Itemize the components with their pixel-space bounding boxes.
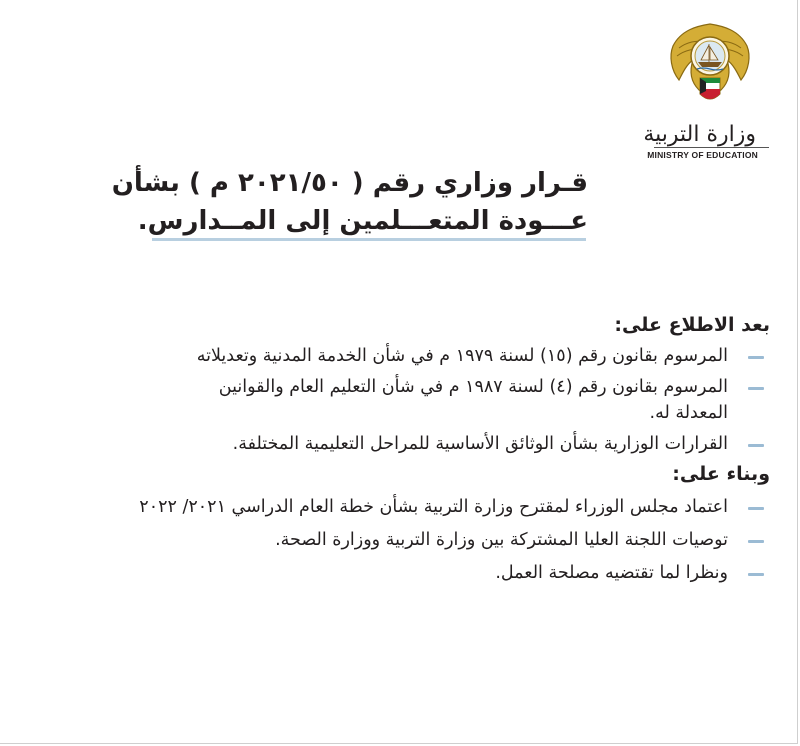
- list-item-text-continued: المعدلة له.: [649, 403, 728, 423]
- logo-divider: [654, 147, 769, 148]
- reviewed-list: [60, 343, 770, 457]
- list-item: [60, 560, 770, 586]
- title-underline: [152, 238, 586, 241]
- list-item-text: المرسوم بقانون رقم (١٥) لسنة ١٩٧٩ م في شأن الخدمة المدنية وتعديلاته: [196, 346, 728, 366]
- bullet-dash-icon: [748, 387, 764, 390]
- list-item: [60, 431, 770, 457]
- ministry-name-arabic: وزارة التربية: [643, 122, 756, 147]
- section-heading-based-on: وبناء على:: [672, 463, 770, 485]
- bullet-dash-icon: [748, 507, 764, 510]
- ministry-name-english: MINISTRY OF EDUCATION: [647, 150, 758, 160]
- list-item: [60, 527, 770, 553]
- list-item: [60, 374, 770, 426]
- title-line-1: قـرار وزاري رقم ( ٢٠٢١/٥٠ م ) بشأن: [111, 168, 588, 198]
- list-item-text: المرسوم بقانون رقم (٤) لسنة ١٩٨٧ م في شأن التعليم العام والقوانين: [218, 377, 728, 397]
- bullet-dash-icon: [748, 356, 764, 359]
- title-line-2: عـــودة المتعـــلمين إلى المــدارس.: [137, 206, 588, 236]
- based-on-list: [60, 494, 770, 586]
- bullet-dash-icon: [748, 444, 764, 447]
- section-heading-reviewed: بعد الاطلاع على:: [614, 314, 770, 336]
- bullet-dash-icon: [748, 573, 764, 576]
- list-item-text: توصيات اللجنة العليا المشتركة بين وزارة التربية ووزارة الصحة.: [275, 530, 728, 550]
- decision-body: [60, 312, 770, 586]
- list-item-text: القرارات الوزارية بشأن الوثائق الأساسية للمراحل التعليمية المختلفة.: [232, 434, 728, 454]
- list-item: [60, 343, 770, 369]
- kuwait-emblem-icon: [667, 20, 753, 114]
- bullet-dash-icon: [748, 540, 764, 543]
- decision-title: [111, 164, 588, 240]
- list-item: [60, 494, 770, 520]
- ministry-logo: [640, 20, 780, 160]
- list-item-text: ونظرا لما تقتضيه مصلحة العمل.: [495, 563, 728, 583]
- list-item-text: اعتماد مجلس الوزراء لمقترح وزارة التربية بشأن خطة العام الدراسي ٢٠٢١/ ٢٠٢٢: [139, 497, 728, 517]
